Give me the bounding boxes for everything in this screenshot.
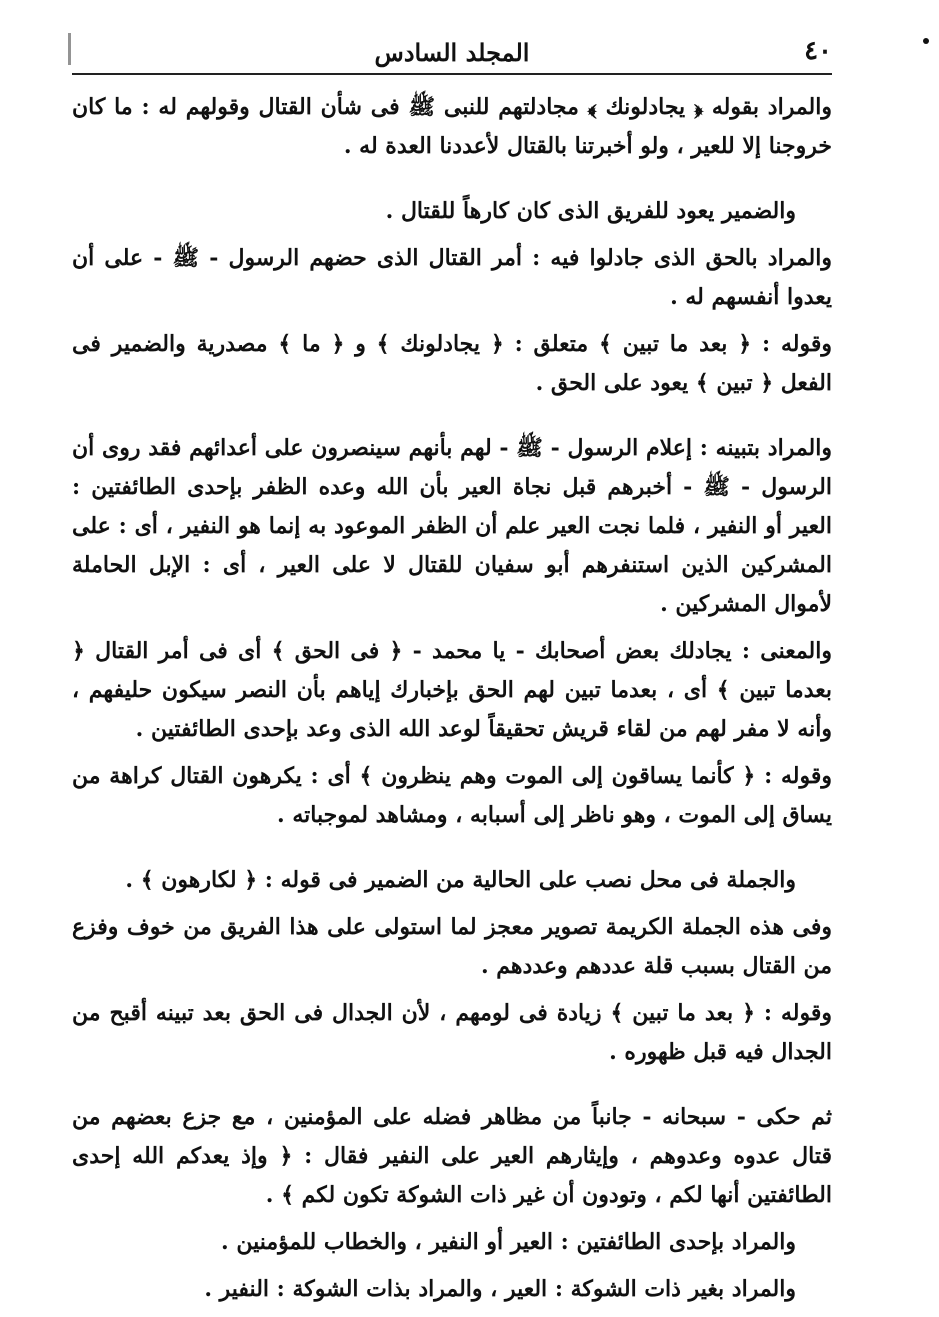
page-body [72, 88, 832, 1317]
running-title: المجلد السادس [374, 38, 530, 67]
paragraph-13: والمراد بغير ذات الشوكة : العير ، والمراد بذات الشوكة : النفير . [204, 1276, 796, 1302]
paragraph-3: والمراد بالحق الذى جادلوا فيه : أمر القتال الذى حضهم الرسول - ﷺ - على أن يعدوا أنفسهم له . [72, 245, 832, 310]
paragraph-9: وفى هذه الجملة الكريمة تصوير معجز لما استولى على هذا الفريق من خوف وفزع من القتال بسبب قلة عددهم وعددهم . [72, 914, 832, 979]
paragraph-7: وقوله : ﴿ كأنما يساقون إلى الموت وهم ينظرون ﴾ أى : يكرهون القتال كراهة من يساق إلى الموت ، وهو ناظر إلى أسبابه ، ومشاهد لموجباته . [72, 763, 832, 828]
paragraph-6: والمعنى : يجادلك بعض أصحابك - يا محمد - ﴿ فى الحق ﴾ أى فى أمر القتال ﴿ بعدما تبين ﴾ أى ، بعدما تبين لهم الحق بإخبارك إياهم بأن النصر سيكون حليفهم ، وأنه لا مفر لهم من لقاء قريش تحقيقاً لوعد الله الذى وعد بإحدى الطائفتين . [72, 638, 832, 742]
paragraph-8: والجملة فى محل نصب على الحالية من الضمير فى قوله : ﴿ لكارهون ﴾ . [125, 867, 796, 893]
book-page [72, 28, 832, 1302]
paragraph-1: والمراد بقوله ﴿ يجادلونك ﴾ مجادلتهم للنبى ﷺ فى شأن القتال وقولهم له : ما كان خروجنا إلا للعير ، ولو أخبرتنا بالقتال لأعددنا العدة له . [72, 94, 832, 159]
paragraph-12: والمراد بإحدى الطائفتين : العير أو النفير ، والخطاب للمؤمنين . [221, 1229, 796, 1255]
paragraph-2: والضمير يعود للفريق الذى كان كارهاً للقتال . [385, 198, 796, 224]
header-rule [72, 73, 832, 75]
page-header [72, 28, 832, 68]
margin-mark [68, 33, 71, 65]
paragraph-5: والمراد بتبينه : إعلام الرسول - ﷺ - لهم بأنهم سينصرون على أعدائهم فقد روى أن الرسول - ﷺ - أخبرهم قبل نجاة العير بأن الله وعده الظفر بإحدى الطائفتين : العير أو النفير ، فلما نجت العير علم أن الظفر الموعود به إنما هو النفير ، أى : على المشركين الذين استنفرهم أبو سفيان للقتال لا على العير ، أى : الإبل الحاملة لأموال المشركين . [72, 435, 832, 617]
paragraph-4: وقوله : ﴿ بعد ما تبين ﴾ متعلق : ﴿ يجادلونك ﴾ و ﴿ ما ﴾ مصدرية والضمير فى الفعل ﴿ تبين ﴾ يعود على الحق . [72, 331, 832, 396]
scan-dot [923, 38, 929, 44]
paragraph-10: وقوله : ﴿ بعد ما تبين ﴾ زيادة فى لومهم ، لأن الجدال فى الحق بعد تبينه أقبح من الجدال فيه قبل ظهوره . [72, 1000, 832, 1065]
page-number: ٤٠ [804, 36, 832, 66]
paragraph-11: ثم حكى - سبحانه - جانباً من مظاهر فضله على المؤمنين ، مع جزع بعضهم من قتال عدوه وعدوهم ، وإيثارهم العير على النفير فقال : ﴿ وإذ يعدكم الله إحدى الطائفتين أنها لكم ، وتودون أن غير ذات الشوكة تكون لكم ﴾ . [72, 1104, 832, 1208]
